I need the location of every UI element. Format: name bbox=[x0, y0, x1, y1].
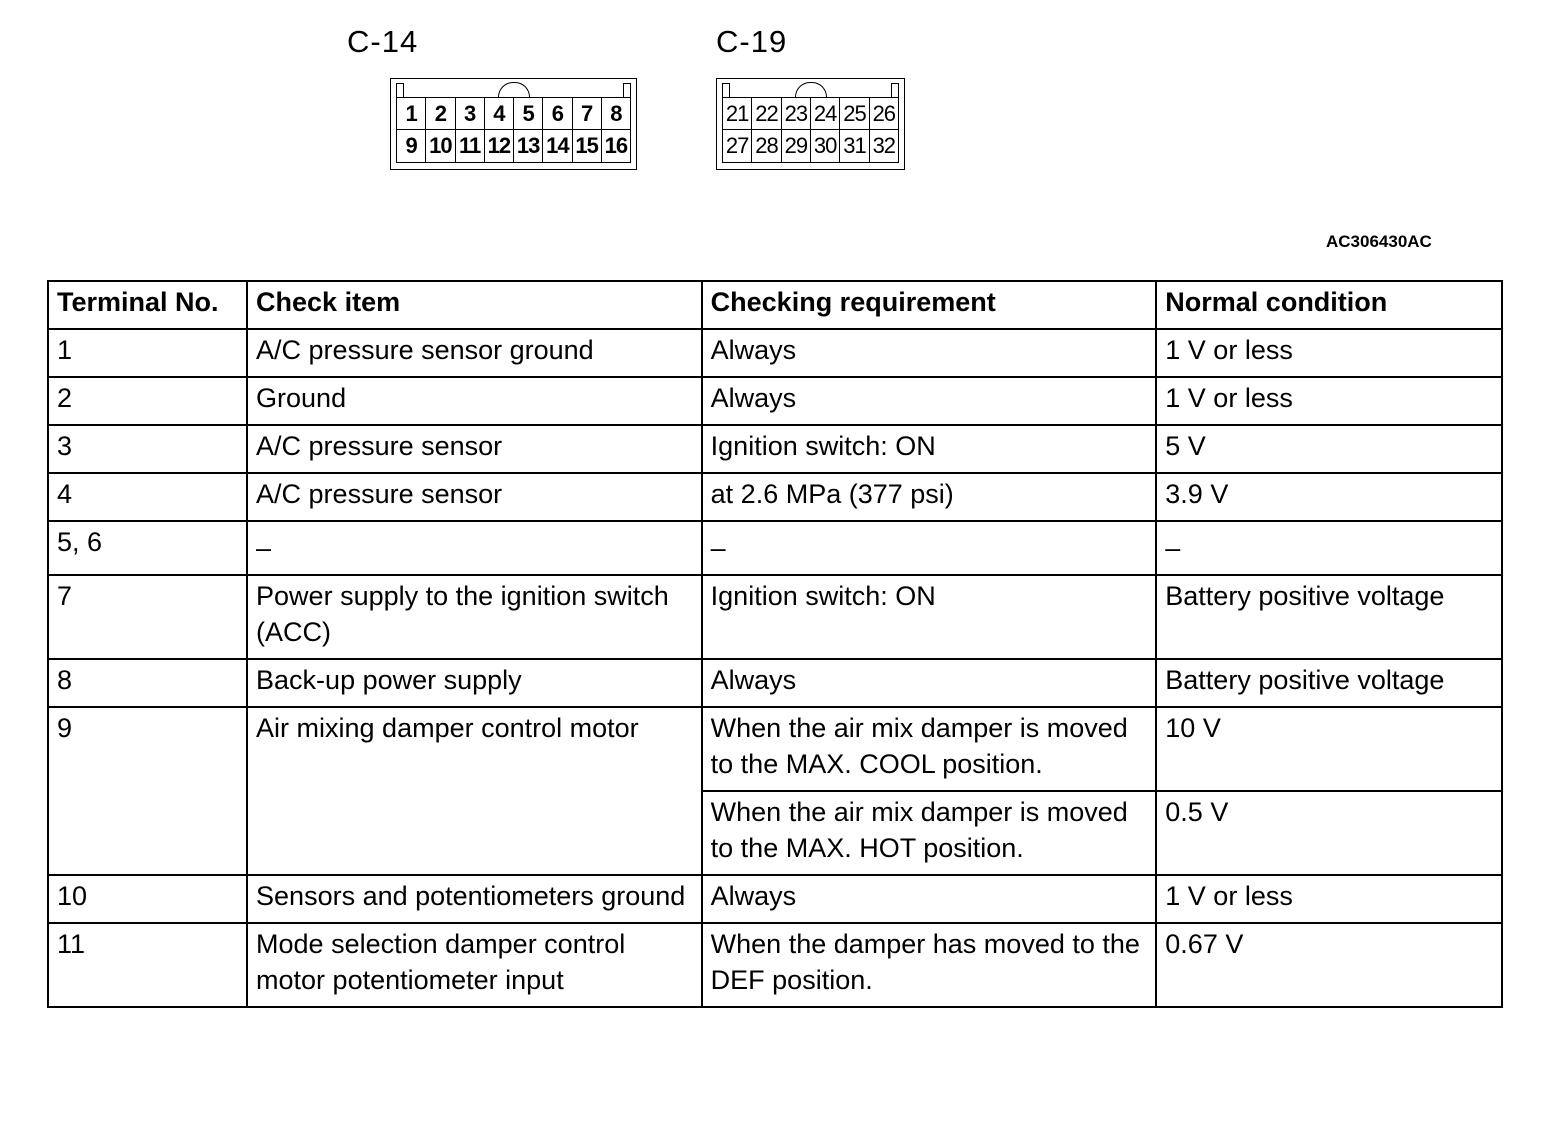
connector-c19-label: C-19 bbox=[716, 24, 788, 59]
connector-c14-row-1 bbox=[397, 98, 630, 130]
pin: 12 bbox=[485, 130, 514, 162]
pin: 9 bbox=[397, 130, 426, 162]
cell-item: A/C pressure sensor bbox=[247, 473, 702, 521]
table-row bbox=[48, 923, 1502, 1007]
pin: 7 bbox=[573, 98, 602, 129]
cell-requirement: – bbox=[702, 521, 1157, 575]
cell-condition: 3.9 V bbox=[1156, 473, 1502, 521]
cell-terminal: 2 bbox=[48, 377, 247, 425]
table-row bbox=[48, 425, 1502, 473]
pin: 21 bbox=[723, 98, 752, 129]
cell-requirement: When the air mix damper is moved to the MAX. HOT position. bbox=[702, 791, 1157, 875]
pin: 31 bbox=[840, 130, 869, 162]
cell-terminal: 7 bbox=[48, 575, 247, 659]
cell-condition: 5 V bbox=[1156, 425, 1502, 473]
header-check-item: Check item bbox=[247, 281, 702, 329]
table-row bbox=[48, 377, 1502, 425]
cell-requirement: at 2.6 MPa (377 psi) bbox=[702, 473, 1157, 521]
header-normal-condition: Normal condition bbox=[1156, 281, 1502, 329]
cell-item: Ground bbox=[247, 377, 702, 425]
cell-item: – bbox=[247, 521, 702, 575]
cell-condition: 1 V or less bbox=[1156, 377, 1502, 425]
table-row bbox=[48, 659, 1502, 707]
pin: 15 bbox=[573, 130, 602, 162]
pin: 32 bbox=[872, 133, 896, 158]
cell-item: Air mixing damper control motor bbox=[247, 707, 702, 875]
cell-condition: Battery positive voltage bbox=[1156, 575, 1502, 659]
pin: 16 bbox=[604, 133, 628, 158]
table-header-row bbox=[48, 281, 1502, 329]
table-row bbox=[48, 875, 1502, 923]
cell-terminal: 9 bbox=[48, 707, 247, 875]
cell-item: A/C pressure sensor bbox=[247, 425, 702, 473]
cell-requirement: When the air mix damper is moved to the MAX. COOL position. bbox=[702, 707, 1157, 791]
cell-condition: 0.5 V bbox=[1156, 791, 1502, 875]
cell-condition: 1 V or less bbox=[1156, 329, 1502, 377]
cell-terminal: 5, 6 bbox=[48, 521, 247, 575]
pin: 26 bbox=[872, 100, 896, 126]
cell-requirement: Always bbox=[702, 377, 1157, 425]
connector-tab-icon bbox=[396, 83, 404, 97]
pin: 3 bbox=[456, 98, 485, 129]
cell-terminal: 11 bbox=[48, 923, 247, 1007]
cell-condition: 0.67 V bbox=[1156, 923, 1502, 1007]
table-row bbox=[48, 521, 1502, 575]
connector-tab-icon bbox=[623, 83, 631, 97]
cell-item: Back-up power supply bbox=[247, 659, 702, 707]
pin: 13 bbox=[514, 130, 543, 162]
header-checking-requirement: Checking requirement bbox=[702, 281, 1157, 329]
pin: 25 bbox=[840, 98, 869, 129]
cell-condition: – bbox=[1156, 521, 1502, 575]
cell-terminal: 10 bbox=[48, 875, 247, 923]
cell-item: Power supply to the ignition switch (ACC) bbox=[247, 575, 702, 659]
pin: 30 bbox=[811, 130, 840, 162]
cell-requirement: Always bbox=[702, 329, 1157, 377]
cell-requirement: Always bbox=[702, 875, 1157, 923]
pin: 1 bbox=[397, 98, 426, 129]
connector-c19-diagram bbox=[716, 78, 905, 170]
connector-tab-icon bbox=[722, 83, 730, 97]
connector-tab-icon bbox=[891, 83, 899, 97]
connector-c19-row-1 bbox=[723, 98, 898, 130]
pin: 27 bbox=[723, 130, 752, 162]
pin: 6 bbox=[543, 98, 572, 129]
header-terminal-no: Terminal No. bbox=[48, 281, 247, 329]
cell-requirement: Ignition switch: ON bbox=[702, 425, 1157, 473]
cell-item: A/C pressure sensor ground bbox=[247, 329, 702, 377]
table-row bbox=[48, 707, 1502, 791]
cell-requirement: When the damper has moved to the DEF position. bbox=[702, 923, 1157, 1007]
pin: 2 bbox=[426, 98, 455, 129]
cell-terminal: 3 bbox=[48, 425, 247, 473]
pin: 29 bbox=[782, 130, 811, 162]
connector-latch-icon bbox=[498, 82, 530, 98]
connector-c19-row-2 bbox=[723, 130, 898, 162]
cell-condition: 10 V bbox=[1156, 707, 1502, 791]
pin: 14 bbox=[543, 130, 572, 162]
terminal-check-table bbox=[47, 280, 1503, 1008]
pin: 4 bbox=[485, 98, 514, 129]
pin: 23 bbox=[782, 98, 811, 129]
connector-c14-label: C-14 bbox=[347, 24, 419, 59]
cell-requirement: Always bbox=[702, 659, 1157, 707]
pin: 11 bbox=[456, 130, 485, 162]
connector-latch-icon bbox=[795, 82, 827, 98]
pin: 10 bbox=[426, 130, 455, 162]
table-row bbox=[48, 473, 1502, 521]
pin: 24 bbox=[811, 98, 840, 129]
table-row bbox=[48, 329, 1502, 377]
cell-terminal: 8 bbox=[48, 659, 247, 707]
cell-terminal: 4 bbox=[48, 473, 247, 521]
cell-terminal: 1 bbox=[48, 329, 247, 377]
pin: 5 bbox=[514, 98, 543, 129]
cell-item: Mode selection damper control motor potentiometer input bbox=[247, 923, 702, 1007]
cell-condition: 1 V or less bbox=[1156, 875, 1502, 923]
cell-condition: Battery positive voltage bbox=[1156, 659, 1502, 707]
pin: 28 bbox=[752, 130, 781, 162]
cell-requirement: Ignition switch: ON bbox=[702, 575, 1157, 659]
connector-c14-row-2 bbox=[397, 130, 630, 162]
pin: 22 bbox=[752, 98, 781, 129]
cell-item: Sensors and potentiometers ground bbox=[247, 875, 702, 923]
connector-c14-diagram bbox=[390, 78, 637, 170]
figure-code: AC306430AC bbox=[1326, 232, 1432, 251]
table-row bbox=[48, 575, 1502, 659]
pin: 8 bbox=[610, 100, 622, 126]
